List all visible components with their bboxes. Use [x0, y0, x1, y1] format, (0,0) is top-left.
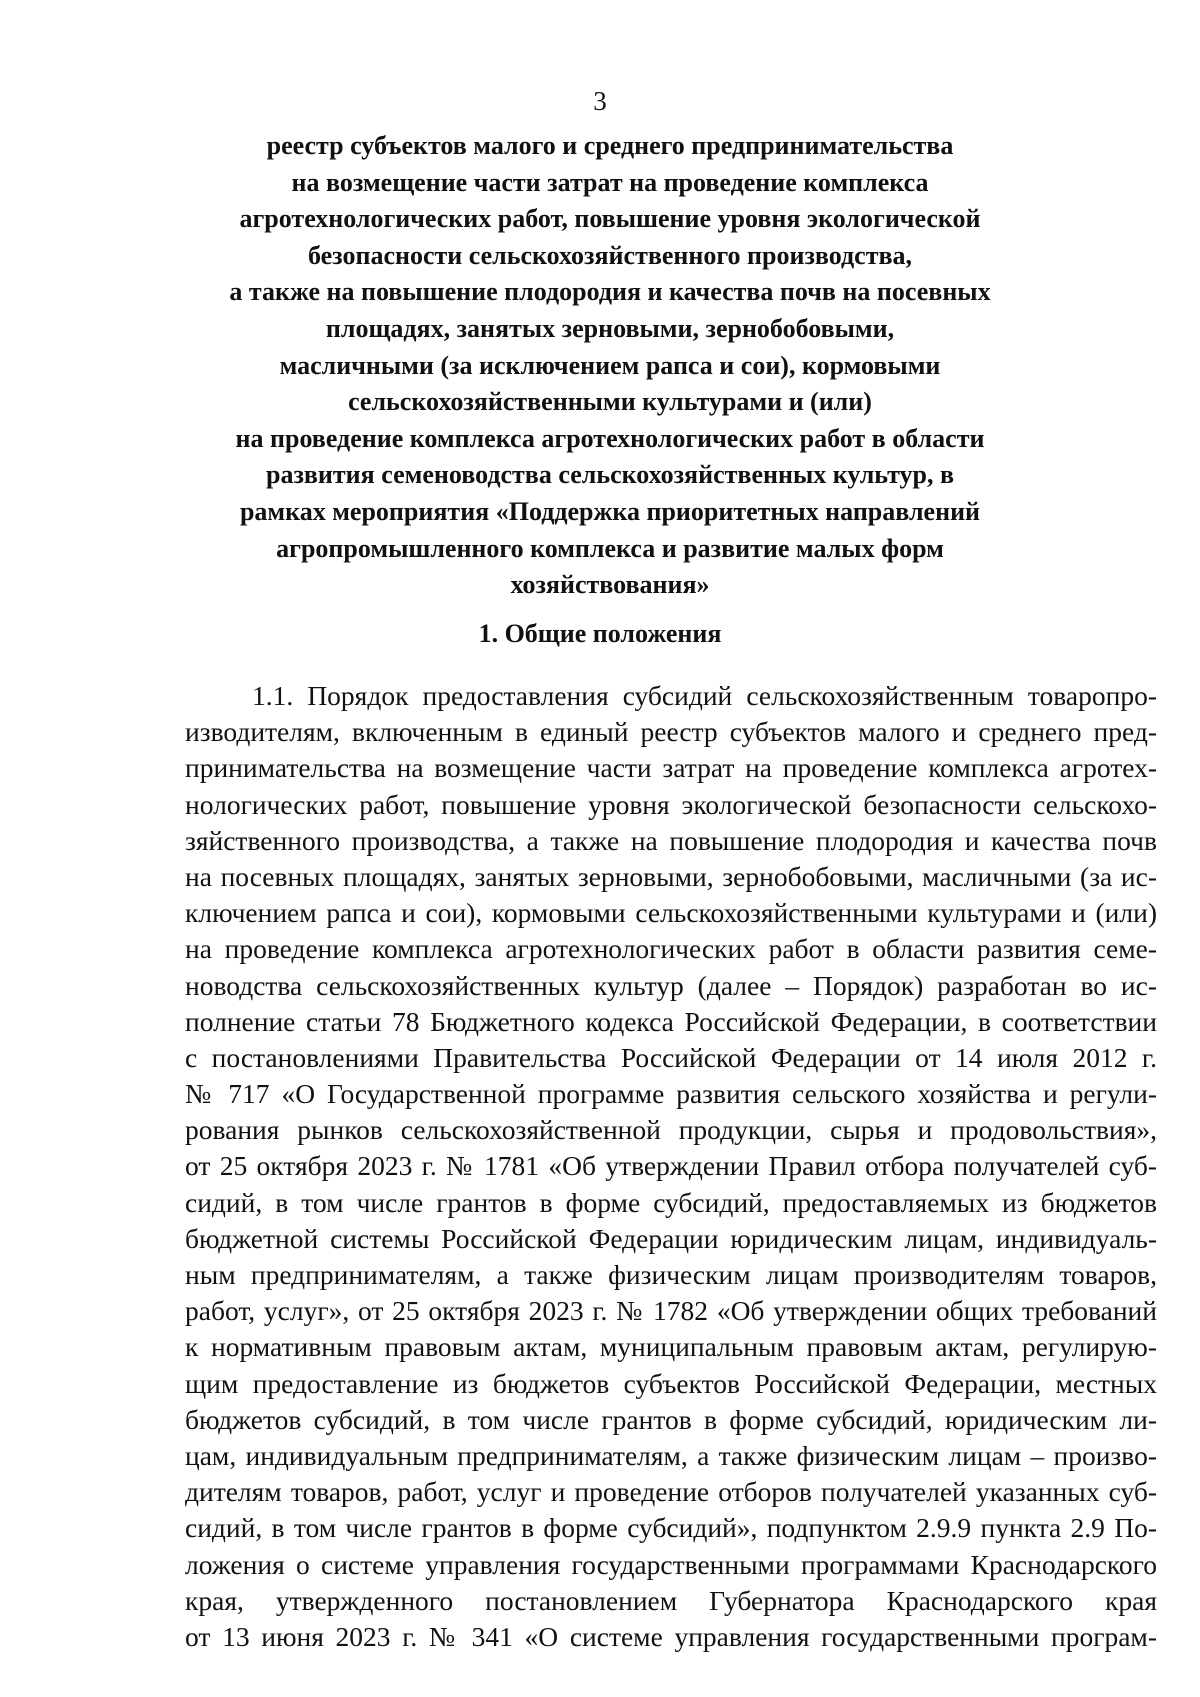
paragraph-line: изводителям, включенным в единый реестр субъектов малого и среднего пред-: [185, 716, 1157, 748]
paragraph-line: на проведение комплекса агротехнологических работ в области развития семе-: [185, 933, 1157, 965]
paragraph-line: принимательства на возмещение части затрат на проведение комплекса агротех-: [185, 752, 1157, 784]
paragraph-line: № 717 «О Государственной программе развития сельского хозяйства и регули-: [185, 1078, 1157, 1110]
paragraph-line: от 13 июня 2023 г. № 341 «О системе управления государственными програм-: [185, 1620, 1157, 1652]
title-line: безопасности сельскохозяйственного производства,: [307, 240, 913, 270]
paragraph-line: от 25 октября 2023 г. № 1781 «Об утверждении Правил отбора получателей суб-: [185, 1150, 1157, 1182]
paragraph-line: бюджетной системы Российской Федерации юридическим лицам, индивидуаль-: [185, 1222, 1157, 1254]
title-line: хозяйствования»: [510, 570, 710, 600]
title-line: на проведение комплекса агротехнологических работ в области: [235, 423, 985, 453]
paragraph-line: полнение статьи 78 Бюджетного кодекса Российской Федерации, в соответствии: [185, 1005, 1157, 1037]
title-line: сельскохозяйственными культурами и (или): [348, 387, 872, 417]
paragraph-line: рования рынков сельскохозяйственной продукции, сырья и продовольствия»,: [185, 1114, 1157, 1146]
paragraph-line: новодства сельскохозяйственных культур (далее – Порядок) разработан во ис-: [185, 969, 1157, 1001]
page-number: 3: [593, 86, 607, 116]
title-line: реестр субъектов малого и среднего предпринимательства: [266, 131, 954, 160]
paragraph-line: края, утвержденного постановлением Губернатора Краснодарского края: [185, 1584, 1157, 1616]
paragraph-line: к нормативным правовым актам, муниципальным правовым актам, регулирую-: [185, 1331, 1157, 1363]
paragraph-1-1: [185, 678, 1157, 1655]
paragraph-line: бюджетов субсидий, в том числе грантов в форме субсидий, юридическим ли-: [185, 1403, 1157, 1435]
title-line: агротехнологических работ, повышение уровня экологической: [239, 204, 981, 234]
paragraph-line: ключением рапса и сои), кормовыми сельскохозяйственными культурами и (или): [185, 897, 1157, 929]
title-line: площадях, занятых зерновыми, зернобобовыми,: [325, 313, 895, 343]
title-line: масличными (за исключением рапса и сои), кормовыми: [279, 350, 941, 380]
title-line: а также на повышение плодородия и качества почв на посевных: [229, 277, 991, 307]
paragraph-line: цам, индивидуальным предпринимателям, а также физическим лицам – произво-: [185, 1439, 1157, 1471]
paragraph-line: зяйственного производства, а также на повышение плодородия и качества почв: [185, 824, 1157, 856]
paragraph-line: работ, услуг», от 25 октября 2023 г. № 1782 «Об утверждении общих требований: [185, 1295, 1157, 1327]
section-heading: 1. Общие положения: [478, 619, 722, 648]
paragraph-line: сидий, в том числе грантов в форме субсидий, предоставляемых из бюджетов: [185, 1186, 1157, 1218]
title-line: развития семеноводства сельскохозяйственных культур, в: [265, 460, 954, 490]
paragraph-line: ложения о системе управления государственными программами Краснодарского: [185, 1548, 1157, 1580]
paragraph-line: с постановлениями Правительства Российской Федерации от 14 июля 2012 г.: [185, 1041, 1157, 1073]
title-line: агропромышленного комплекса и развитие малых форм: [276, 533, 944, 563]
paragraph-line: ным предпринимателям, а также физическим лицам производителям товаров,: [185, 1259, 1157, 1290]
paragraph-line: щим предоставление из бюджетов субъектов Российской Федерации, местных: [185, 1367, 1157, 1399]
paragraph-line: дителям товаров, работ, услуг и проведение отборов получателей указанных суб-: [185, 1476, 1157, 1508]
paragraph-line: нологических работ, повышение уровня экологической безопасности сельскохо-: [185, 788, 1157, 820]
paragraph-line: на посевных площадях, занятых зерновыми, зернобобовыми, масличными (за ис-: [185, 860, 1157, 892]
document-title: [160, 128, 1060, 604]
paragraph-line: сидий, в том числе грантов в форме субсидий», подпунктом 2.9.9 пункта 2.9 По-: [185, 1512, 1157, 1544]
paragraph-line: 1.1. Порядок предоставления субсидий сельскохозяйственным товаропро-: [252, 680, 1157, 711]
title-line: на возмещение части затрат на проведение комплекса: [291, 167, 929, 197]
title-line: рамках мероприятия «Поддержка приоритетных направлений: [239, 496, 981, 526]
